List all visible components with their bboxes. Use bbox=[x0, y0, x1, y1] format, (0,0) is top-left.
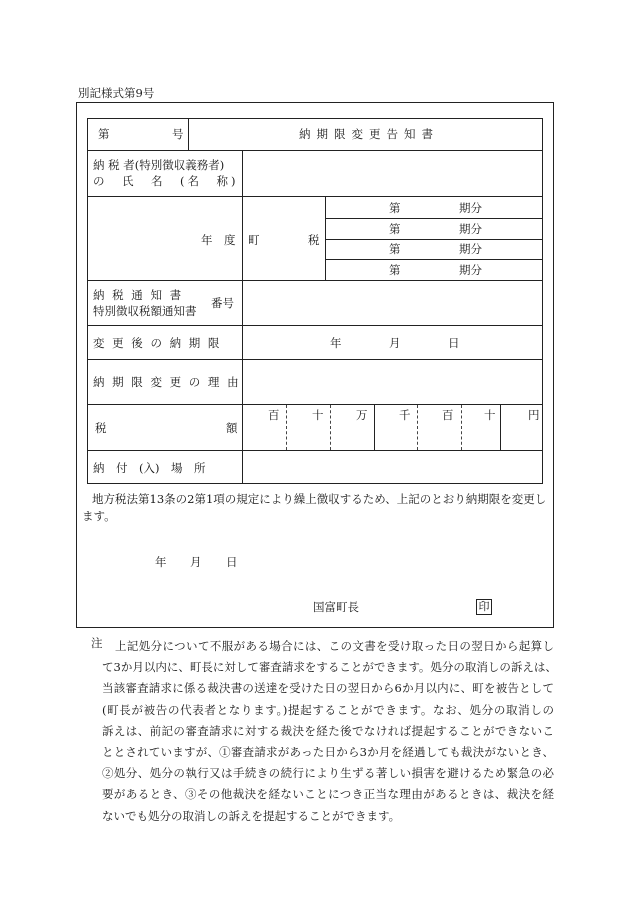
note-line: ②処分、処分の執行又は手続きの続行により生ずる著しい損害を避けるため緊急の必 bbox=[102, 766, 554, 781]
tax-name-right: 税 bbox=[308, 233, 320, 247]
digit-unit: 百 bbox=[268, 408, 280, 422]
note-line: 要があるとき、③その他裁決を経ないことにつき正当な理由があるときは、裁決を経 bbox=[102, 787, 554, 802]
note-line: 訴えは、前記の審査請求に対する裁決を経た後でなければ提起することができないこ bbox=[102, 723, 554, 738]
tax-name-left: 町 bbox=[248, 233, 260, 247]
period-suffix: 期分 bbox=[459, 263, 482, 277]
note-line: ととされていますが、①審査請求があった日から3か月を経過しても裁決がないとき、 bbox=[102, 745, 554, 760]
issue-month-unit: 月 bbox=[190, 555, 202, 569]
digit-divider bbox=[461, 405, 462, 450]
due-year-unit: 年 bbox=[330, 336, 342, 350]
note-line: ないでも処分の取消しの訴えを提起することができます。 bbox=[102, 808, 401, 823]
row-divider bbox=[87, 196, 543, 197]
notice-title: 納期限変更告知書 bbox=[299, 127, 439, 141]
digit-unit: 十 bbox=[312, 408, 324, 422]
note-line: (町長が被告の代表者となります。)提起することができます。なお、処分の取消しの bbox=[102, 702, 554, 717]
declaration-line: ます。 bbox=[82, 509, 116, 523]
row-divider bbox=[87, 150, 543, 151]
note-line: 当該審査請求に係る裁決書の送達を受けた日の翌日から6か月以内に、町を被告として bbox=[102, 681, 554, 696]
row-divider bbox=[87, 280, 543, 281]
period-prefix: 第 bbox=[389, 242, 401, 256]
issue-year-unit: 年 bbox=[155, 555, 167, 569]
tax-amount-label-right: 額 bbox=[226, 421, 238, 435]
row-divider bbox=[87, 359, 543, 360]
due-month-unit: 月 bbox=[389, 336, 401, 350]
digit-unit: 千 bbox=[399, 408, 411, 422]
title-cell-divider bbox=[188, 118, 189, 150]
period-suffix: 期分 bbox=[459, 201, 482, 215]
row-divider bbox=[87, 450, 543, 451]
number-prefix: 第 bbox=[98, 127, 110, 141]
digit-unit: 万 bbox=[356, 408, 368, 422]
note-heading: 注 bbox=[91, 636, 103, 650]
digit-divider bbox=[330, 405, 331, 450]
issuer-name: 国富町長 bbox=[313, 600, 359, 614]
row-divider bbox=[87, 325, 543, 326]
period-divider bbox=[325, 259, 543, 260]
form-reference: 別記様式第9号 bbox=[78, 86, 155, 100]
tax-amount-label-left: 税 bbox=[95, 421, 107, 435]
period-suffix: 期分 bbox=[459, 222, 482, 236]
digit-unit: 十 bbox=[484, 408, 496, 422]
note-line: て3か月以内に、町長に対して審査請求をすることができます。処分の取消しの訴えは、 bbox=[102, 660, 557, 675]
new-due-date-label: 変 更 後 の 納 期 限 bbox=[93, 336, 222, 350]
digit-divider bbox=[286, 405, 287, 450]
period-suffix: 期分 bbox=[459, 242, 482, 256]
payment-place-label: 納 付 (入) 場 所 bbox=[93, 461, 206, 475]
notice-number-label-line1: 納 税 通 知 書 bbox=[93, 288, 184, 302]
period-divider bbox=[325, 218, 543, 219]
notice-number-label-side: 番号 bbox=[211, 296, 234, 310]
period-prefix: 第 bbox=[389, 222, 401, 236]
taxpayer-label-line1: 納 税 者(特別徴収義務者) bbox=[93, 158, 225, 172]
fiscal-year-label: 年 度 bbox=[201, 233, 236, 247]
issue-day-unit: 日 bbox=[226, 555, 238, 569]
label-column-divider bbox=[242, 150, 243, 484]
taxpayer-label-line2: の 氏 名 (名 称) bbox=[93, 174, 239, 188]
change-reason-label: 納 期 限 変 更 の 理 由 bbox=[93, 375, 241, 389]
period-prefix: 第 bbox=[389, 263, 401, 277]
note-line: 上記処分について不服がある場合には、この文書を受け取った日の翌日から起算し bbox=[115, 639, 554, 653]
notice-number-label-line2: 特別徴収税額通知書 bbox=[93, 304, 197, 318]
period-prefix: 第 bbox=[389, 201, 401, 215]
digit-divider-solid bbox=[374, 405, 375, 450]
due-day-unit: 日 bbox=[448, 336, 460, 350]
seal-mark: 印 bbox=[476, 599, 492, 615]
digit-divider-solid bbox=[500, 405, 501, 450]
declaration-line: 地方税法第13条の2第1項の規定により繰上徴収するため、上記のとおり納期限を変更し bbox=[92, 492, 547, 506]
digit-divider bbox=[417, 405, 418, 450]
digit-unit: 百 bbox=[442, 408, 454, 422]
tax-period-divider bbox=[325, 196, 326, 280]
row-divider bbox=[87, 404, 543, 405]
declaration-text bbox=[82, 491, 550, 525]
digit-unit: 円 bbox=[528, 408, 540, 422]
number-suffix: 号 bbox=[172, 127, 184, 141]
period-divider bbox=[325, 239, 543, 240]
note-body bbox=[102, 636, 557, 827]
